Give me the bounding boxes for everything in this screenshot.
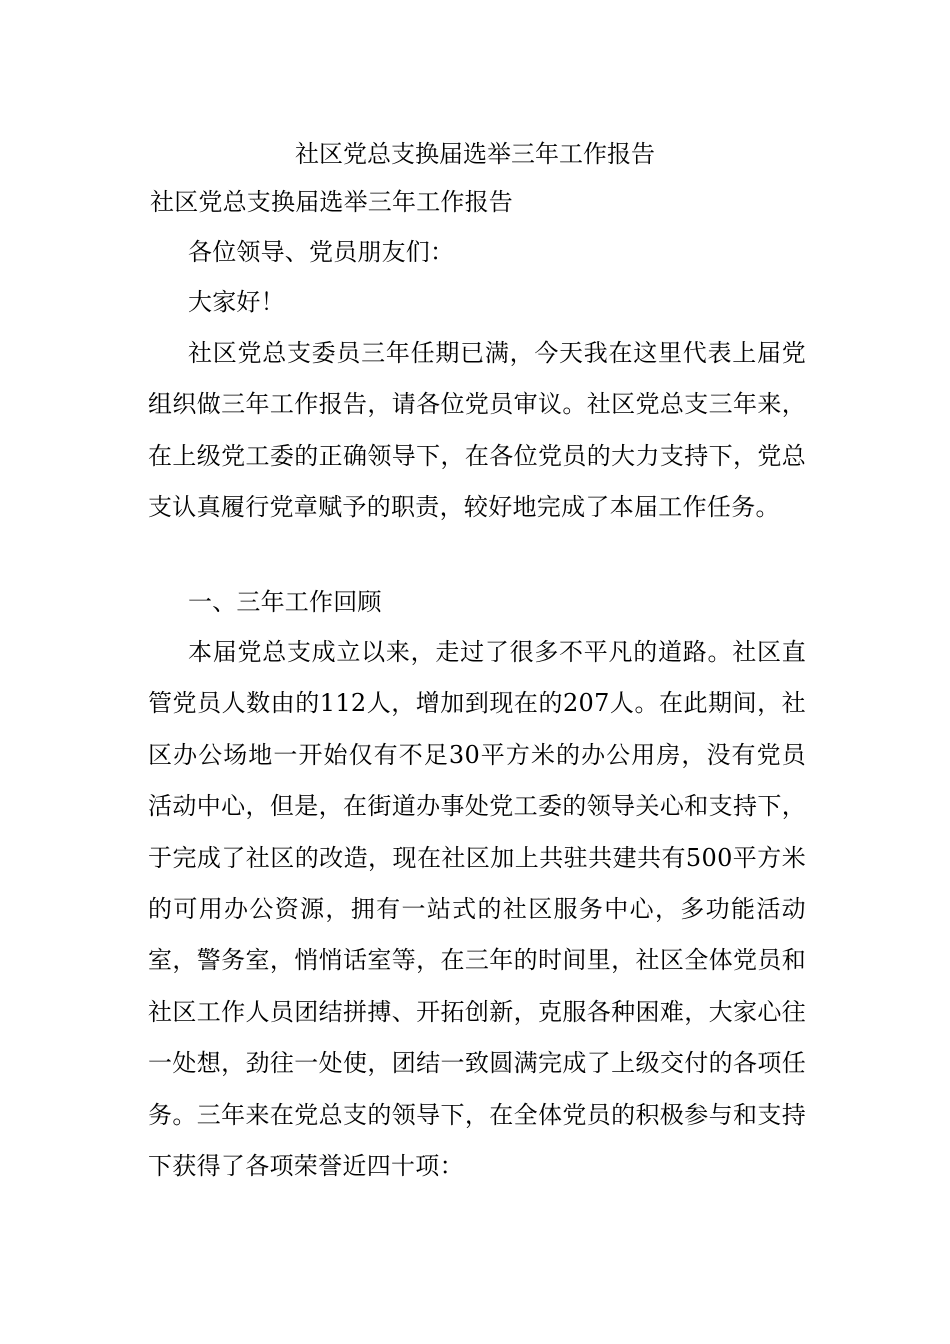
document-subtitle: 社区党总支换届选举三年工作报告 (150, 188, 513, 216)
document-title: 社区党总支换届选举三年工作报告 (295, 140, 655, 168)
section-heading: 一、三年工作回顾 (188, 588, 382, 616)
paragraph-intro: 社区党总支委员三年任期已满，今天我在这里代表上届党组织做三年工作报告，请各位党员审议。社区党总支三年来，在上级党工委的正确领导下，在各位党员的大力支持下，党总支认真履行党章赋予的职责，较好地完成了本届工作任务。 (148, 339, 806, 522)
paragraph-review: 本届党总支成立以来，走过了很多不平凡的道路。社区直管党员人数由的112人，增加到现在的207人。在此期间，社区办公场地一开始仅有不足30平方米的办公用房，没有党员活动中心，但是，在街道办事处党工委的领导关心和支持下，于完成了社区的改造，现在社区加上共驻共建共有500平方米的可用办公资源，拥有一站式的社区服务中心，多功能活动室，警务室，悄悄话室等，在三年的时间里，社区全体党员和社区工作人员团结拼搏、开拓创新，克服各种困难，大家心往一处想，劲往一处使，团结一致圆满完成了上级交付的各项任务。三年来在党总支的领导下，在全体党员的积极参与和支持下获得了各项荣誉近四十项： (148, 638, 806, 1181)
salutation: 各位领导、党员朋友们： (188, 238, 455, 266)
greeting: 大家好！ (188, 288, 285, 316)
